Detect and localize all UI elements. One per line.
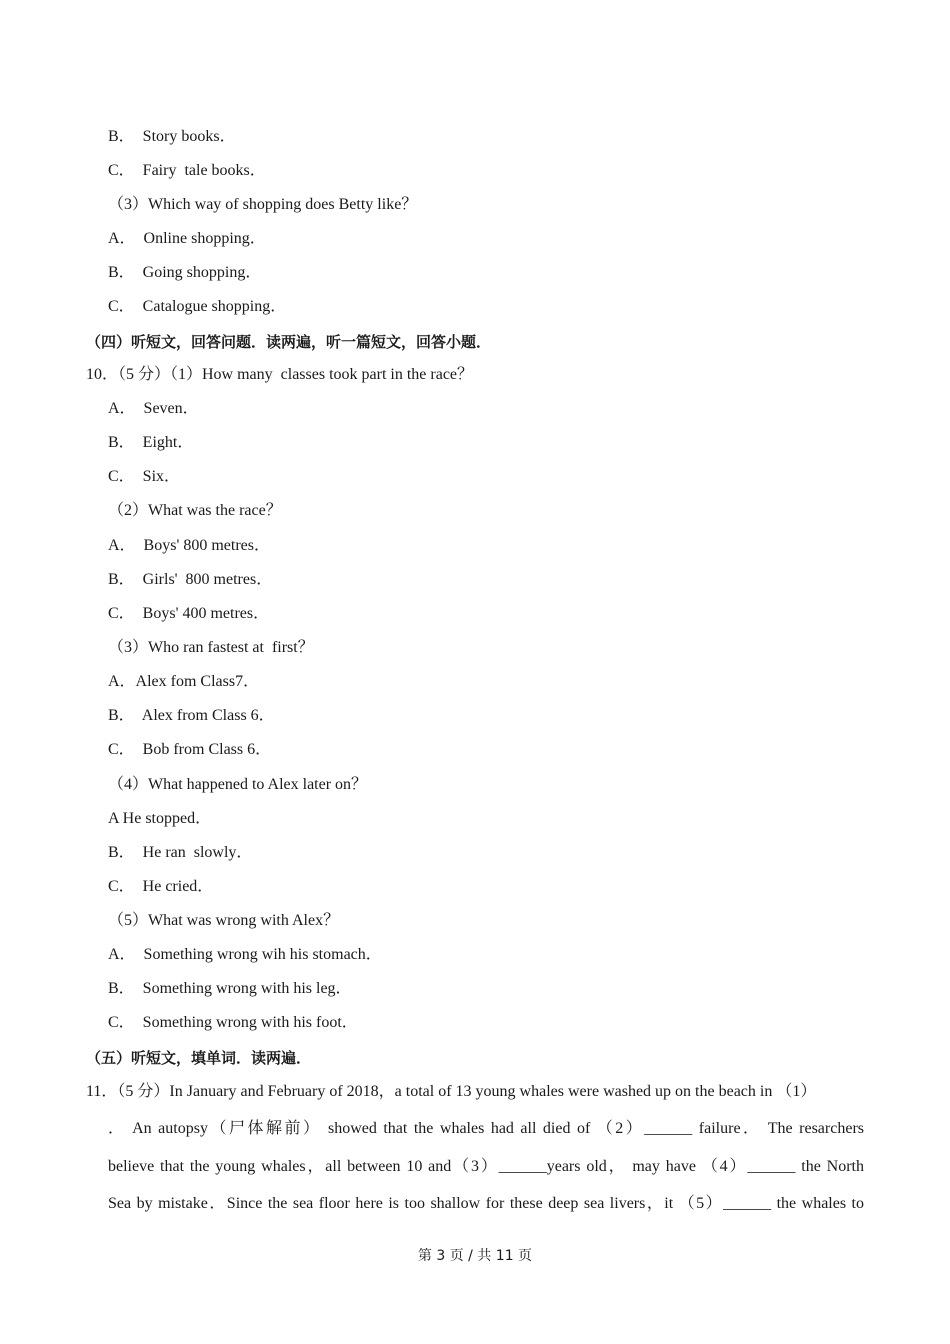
text-line: （2）What was the race？ — [108, 502, 282, 519]
section-heading: （五）听短文，填单词．读两遍． — [86, 1049, 312, 1067]
text-line: A He stopped． — [108, 810, 212, 827]
text-line: （5）What was wrong with Alex？ — [108, 912, 340, 929]
paragraph-line: Sea by mistake．Since the sea floor here is too shallow for these deep sea livers，it （5）______ the whales to — [108, 1195, 865, 1212]
text-line: （3）Which way of shopping does Betty like？ — [108, 196, 418, 213]
text-line: A． Something wrong wih his stomach． — [108, 946, 382, 963]
text-line: B． Story books． — [108, 128, 236, 145]
text-line: C． Catalogue shopping． — [108, 298, 287, 315]
text-line: C． He cried． — [108, 878, 214, 895]
text-line: B． Something wrong with his leg． — [108, 980, 352, 997]
text-line: A．Alex fom Class7． — [108, 673, 260, 690]
text-line: A． Boys' 800 metres． — [108, 537, 270, 554]
text-line: C． Bob from Class 6． — [108, 741, 272, 758]
text-line: C． Boys' 400 metres． — [108, 605, 270, 622]
paragraph-line: ． An autopsy（尸体解前） showed that the whales had all died of （2）______ failure． The resarchers — [108, 1120, 864, 1137]
text-line: A． Seven． — [108, 400, 199, 417]
text-line: B． He ran slowly． — [108, 844, 253, 861]
text-line: B． Eight． — [108, 434, 194, 451]
text-line: C． Six． — [108, 468, 181, 485]
section-heading: （四）听短文，回答问题．读两遍，听一篇短文，回答小题． — [86, 333, 492, 351]
text-line: C． Something wrong with his foot． — [108, 1014, 358, 1031]
text-line: （4）What happened to Alex later on？ — [108, 776, 368, 793]
paragraph-line: believe that the young whales，all between 10 and（3）______years old， may have （4）______ the North — [108, 1158, 864, 1175]
text-line: B． Going shopping． — [108, 264, 262, 281]
text-line: B． Alex from Class 6． — [108, 707, 275, 724]
text-line: C． Fairy tale books． — [108, 162, 266, 179]
text-line: B． Girls' 800 metres． — [108, 571, 273, 588]
text-line: （3）Who ran fastest at first？ — [108, 639, 314, 656]
question-line: 11．（5 分）In January and February of 2018，a total of 13 young whales were washed up on the beach in （1） — [86, 1083, 817, 1100]
question-line: 10．（5 分）（1）How many classes took part in the race？ — [86, 366, 474, 383]
page-footer: 第 3 页 / 共 11 页 — [417, 1248, 533, 1264]
text-line: A． Online shopping． — [108, 230, 266, 247]
